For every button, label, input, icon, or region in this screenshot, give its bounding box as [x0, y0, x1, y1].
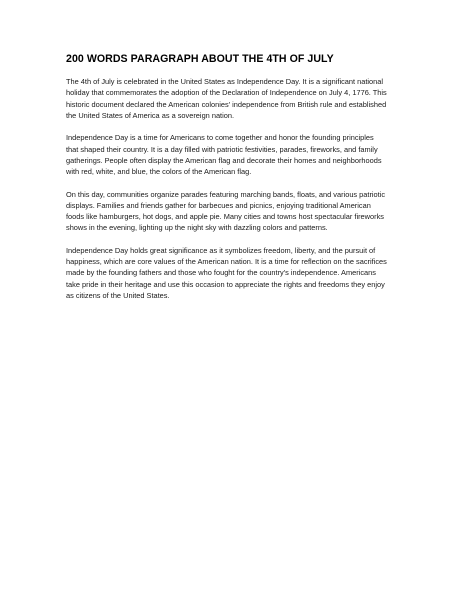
paragraph-line: The 4th of July is celebrated in the United States as Independence Day. It is a significant national [66, 77, 384, 86]
paragraph-line: historic document declared the American colonies' independence from British rule and established [66, 99, 387, 109]
paragraph-line: as citizens of the United States. [66, 291, 170, 301]
paragraph-line: take pride in their heritage and use this occasion to appreciate the rights and freedoms they enjoy [66, 279, 385, 289]
paragraph-line: with red, white, and blue, the colors of the American flag. [66, 167, 252, 177]
paragraph-3 [66, 189, 416, 234]
paragraph-line: displays. Families and friends gather for barbecues and picnics, enjoying traditional American [66, 200, 371, 210]
paragraph-line: Independence Day is a time for Americans to come together and honor the founding principles [66, 133, 374, 143]
paragraph-line: holiday that commemorates the adoption of the Declaration of Independence on July 4, 1776. This [66, 88, 387, 98]
paragraph-line: On this day, communities organize parades featuring marching bands, floats, and various patriotic [66, 189, 386, 199]
paragraph-1 [66, 76, 416, 121]
paragraph-line: shows in the evening, lighting up the night sky with dazzling colors and patterns. [66, 223, 328, 233]
document-body [66, 76, 416, 312]
paragraph-4 [66, 245, 416, 301]
paragraph-line: the United States of America as a sovereign nation. [66, 110, 235, 120]
paragraph-line: that shaped their country. It is a day filled with patriotic festivities, parades, fireworks, and family [66, 144, 378, 154]
paragraph-line: Independence Day holds great significance as it symbolizes freedom, liberty, and the pursuit of [66, 245, 376, 255]
paragraph-2 [66, 132, 416, 177]
paragraph-line: gatherings. People often display the American flag and decorate their homes and neighborhoods [66, 155, 382, 165]
paragraph-line: happiness, which are core values of the American nation. It is a time for reflection on the sacrifices [66, 257, 387, 267]
paragraph-line: foods like hamburgers, hot dogs, and apple pie. Many cities and towns host spectacular fireworks [66, 212, 384, 222]
document-title: 200 WORDS PARAGRAPH ABOUT THE 4TH OF JULY [66, 53, 334, 65]
paragraph-line: made by the founding fathers and those who fought for the country's independence. Americans [66, 268, 376, 278]
